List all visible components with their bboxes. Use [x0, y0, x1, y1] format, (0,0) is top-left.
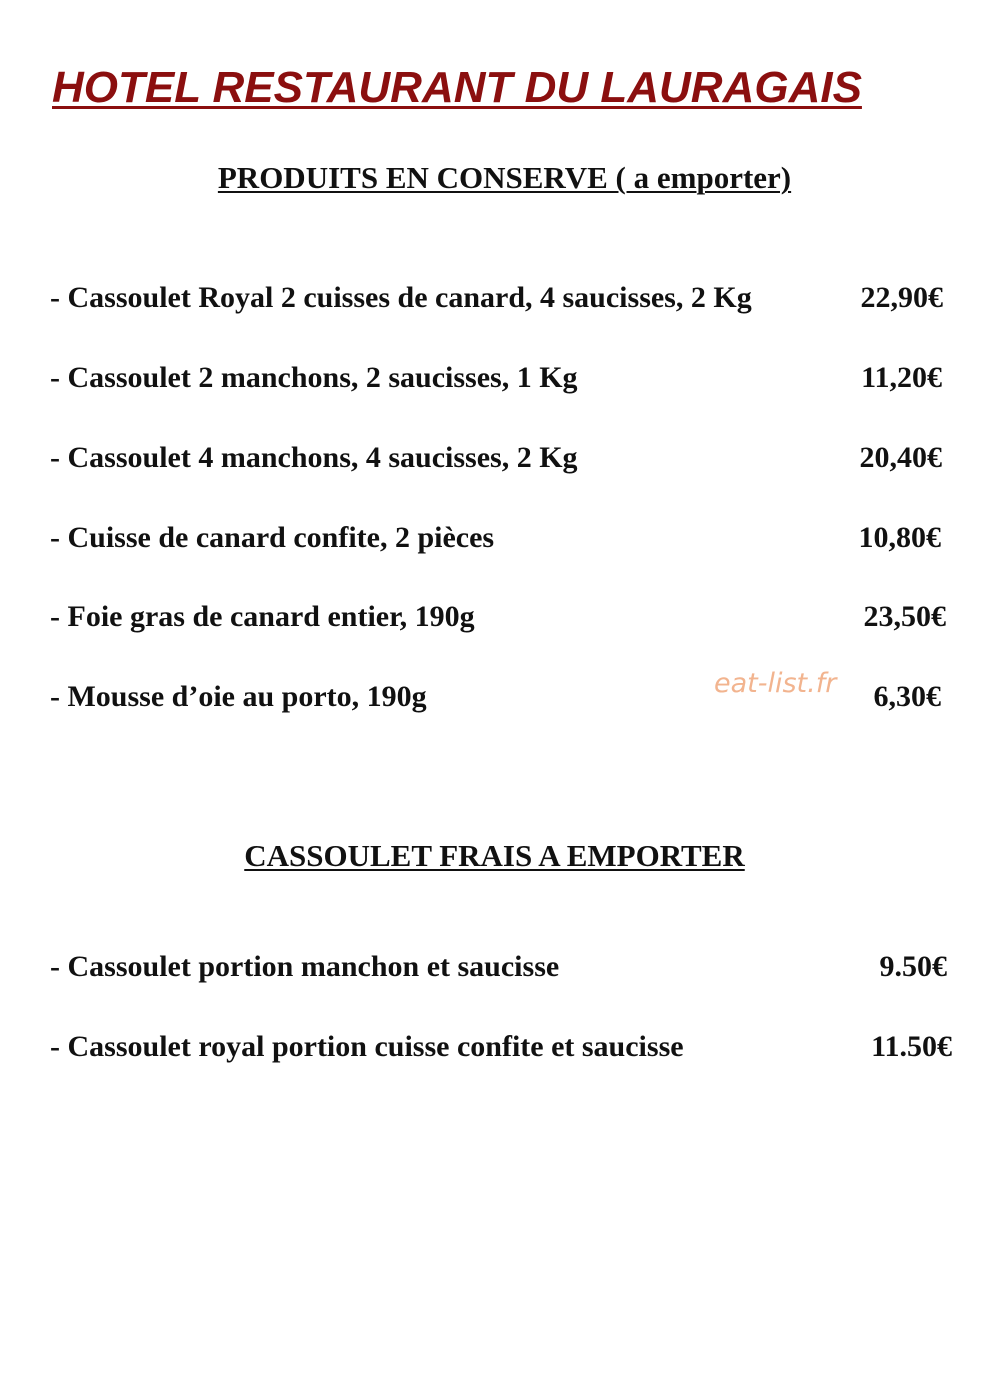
menu-item-price: 9.50€ — [879, 950, 947, 983]
menu-item-name: - Cassoulet 4 manchons, 4 saucisses, 2 Kg — [50, 441, 578, 474]
menu-item-price: 23,50€ — [863, 600, 946, 633]
menu-item-name: - Cassoulet royal portion cuisse confite et saucisse — [50, 1030, 684, 1063]
restaurant-title: HOTEL RESTAURANT DU LAURAGAIS — [52, 63, 862, 112]
watermark: eat-list.fr — [714, 668, 837, 699]
section-heading-frais: CASSOULET FRAIS A EMPORTER — [244, 838, 745, 873]
menu-item-name: - Mousse d’oie au porto, 190g — [50, 680, 427, 713]
menu-item-price: 22,90€ — [860, 281, 943, 314]
section-heading-conserve: PRODUITS EN CONSERVE ( a emporter) — [217, 160, 792, 195]
menu-item-price: 20,40€ — [859, 441, 942, 474]
menu-item-name: - Cuisse de canard confite, 2 pièces — [50, 521, 495, 554]
menu-item-name: - Cassoulet Royal 2 cuisses de canard, 4 saucisses, 2 Kg — [50, 281, 752, 314]
menu-item-name: - Foie gras de canard entier, 190g — [50, 600, 475, 633]
menu-item-price: 10,80€ — [858, 521, 941, 554]
menu-item-price: 11,20€ — [861, 361, 942, 394]
menu-item-name: - Cassoulet 2 manchons, 2 saucisses, 1 Kg — [50, 361, 578, 394]
menu-item-name: - Cassoulet portion manchon et saucisse — [50, 950, 560, 983]
menu-item-price: 6,30€ — [873, 680, 941, 713]
menu-item-price: 11.50€ — [871, 1030, 952, 1063]
